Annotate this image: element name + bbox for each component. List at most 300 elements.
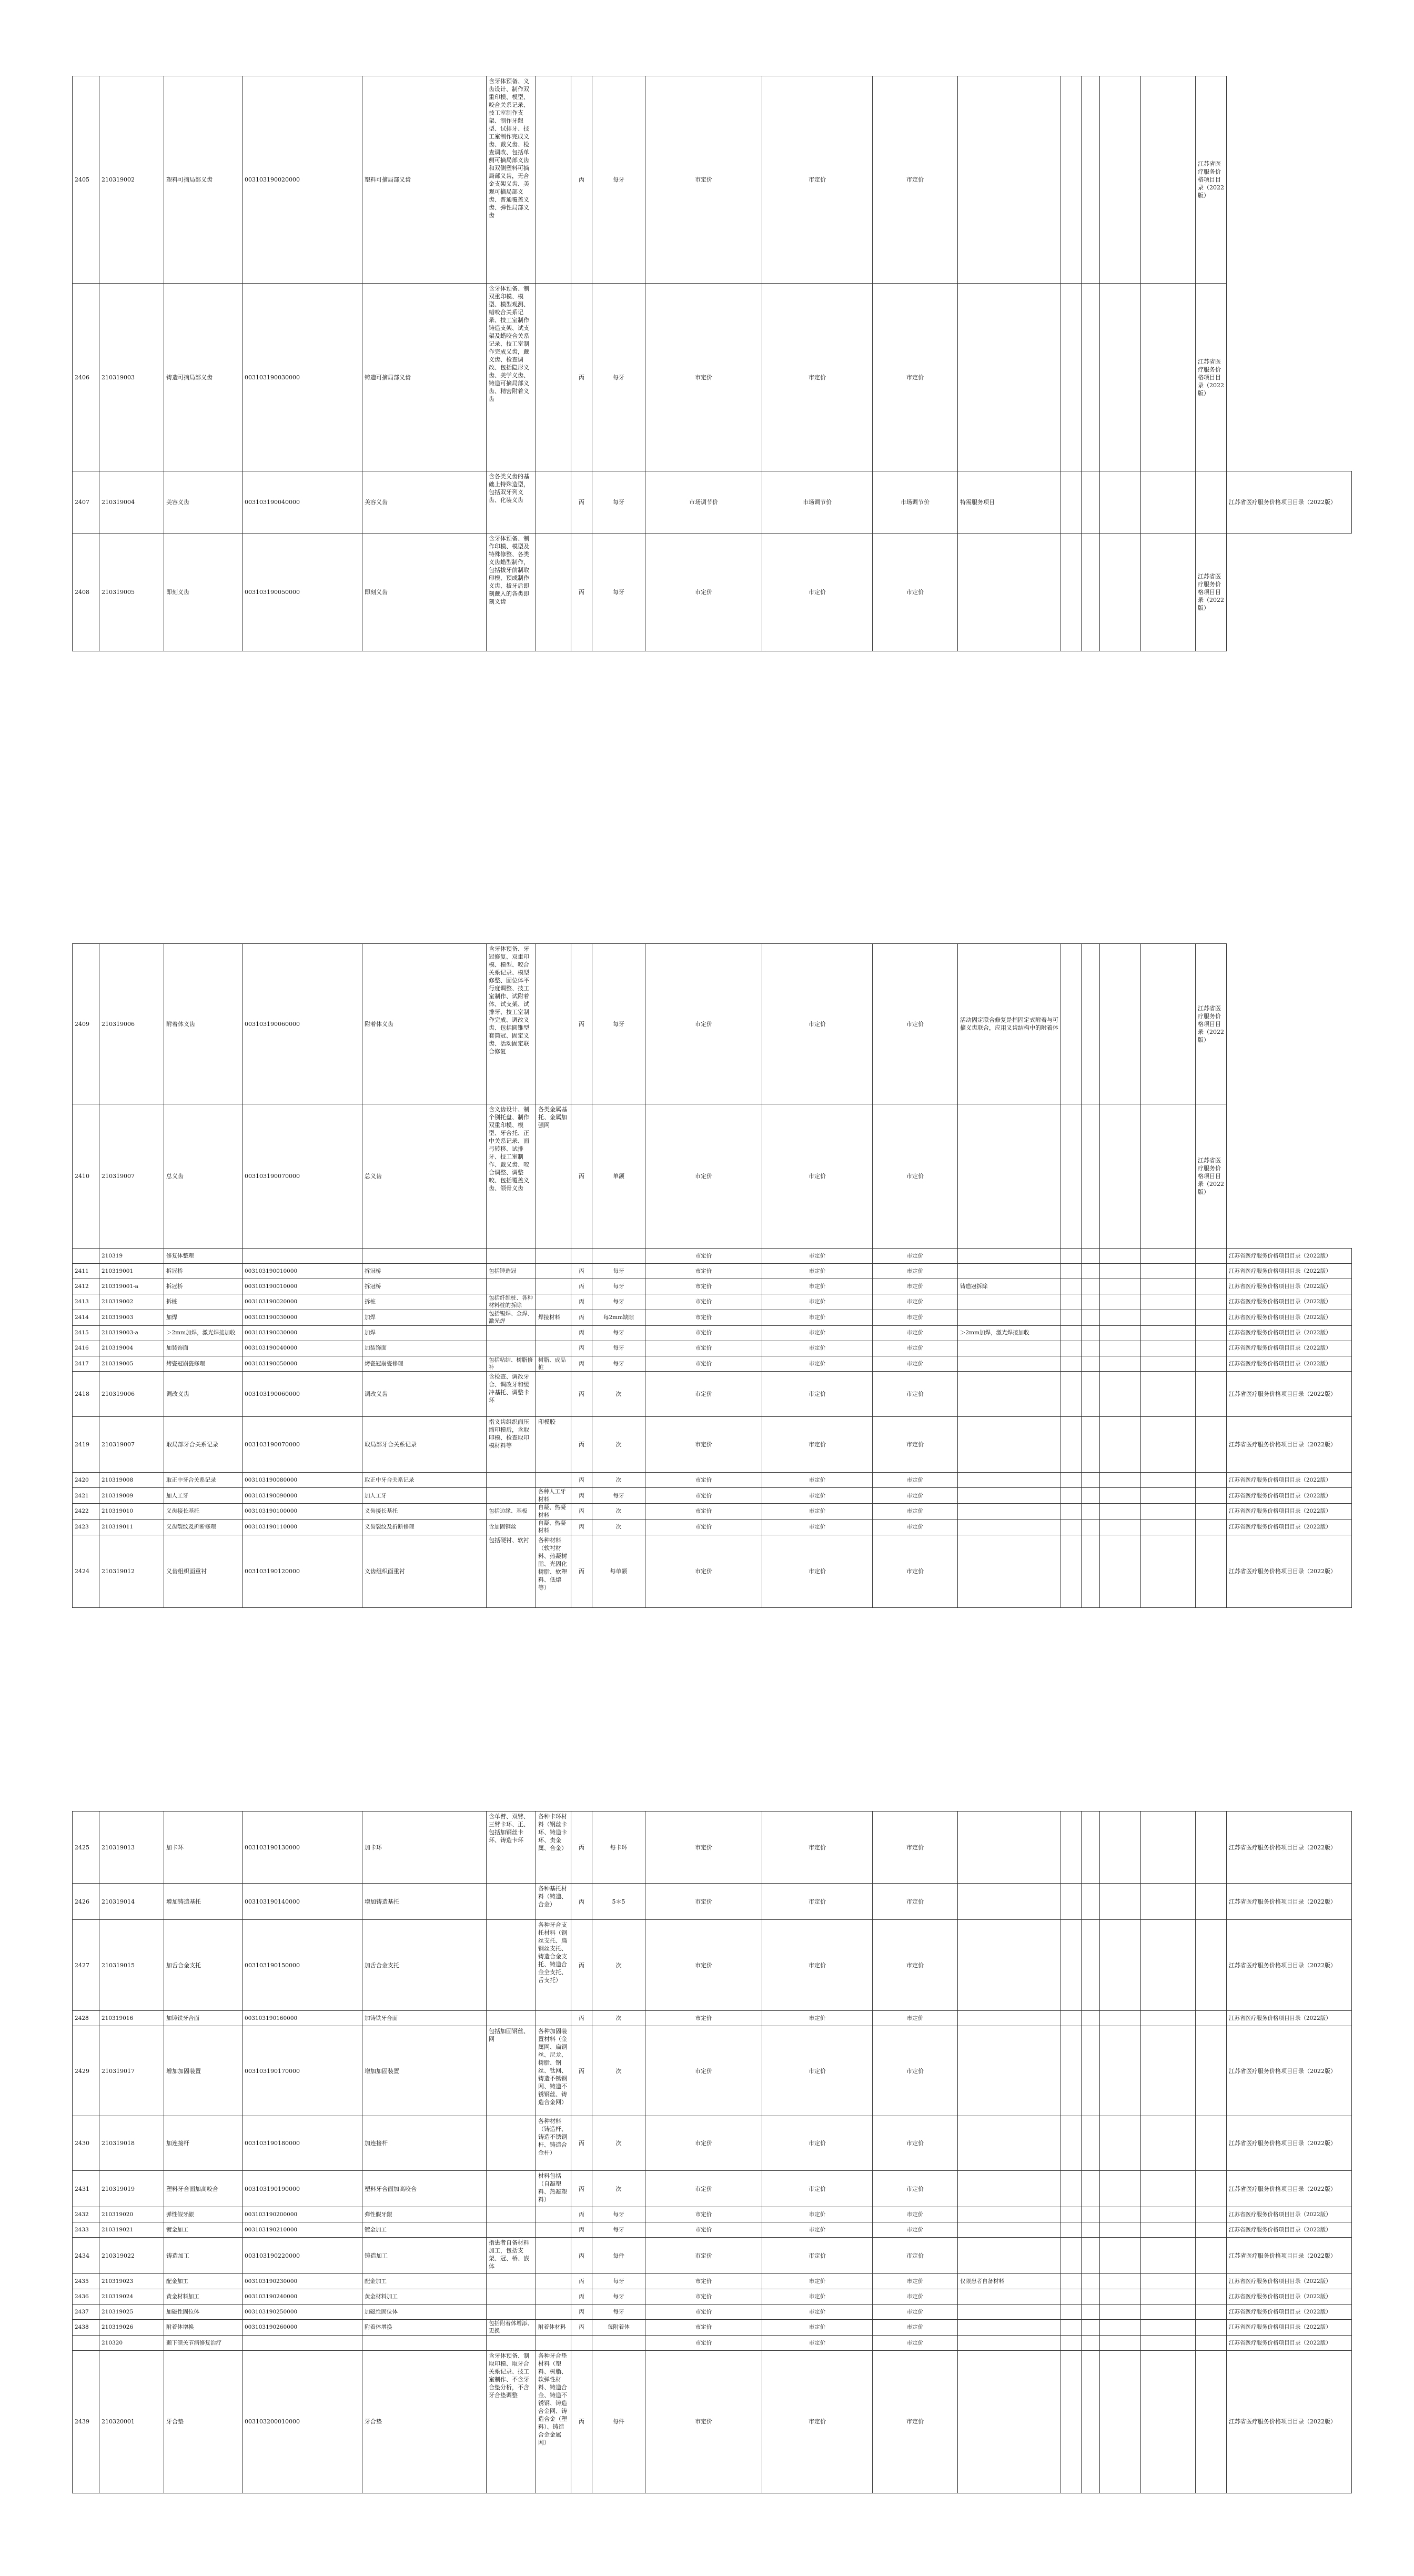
cell-seq-no: 2430	[73, 2116, 99, 2171]
cell-national-name	[362, 2335, 487, 2350]
cell-price-tier-2: 市定价	[762, 1341, 873, 1356]
cell-price-tier-2: 市定价	[762, 2171, 873, 2207]
cell-extra-col-c	[1100, 2335, 1141, 2350]
cell-category: 丙	[571, 1504, 592, 1520]
cell-excluded-items	[536, 2238, 571, 2274]
cell-unit: 每单颌	[592, 1535, 645, 1607]
cell-extra-col-a	[1061, 2026, 1082, 2116]
cell-category: 丙	[571, 2222, 592, 2238]
cell-source: 江苏省医疗服务价格项目目录（2022版）	[1227, 1264, 1352, 1279]
cell-connotation	[487, 1473, 536, 1488]
cell-extra-col-c	[1100, 1356, 1141, 1372]
cell-national-code: 003103190240000	[243, 2289, 362, 2305]
cell-national-code: 003103190040000	[243, 471, 362, 534]
cell-price-tier-1: 市定价	[645, 1504, 762, 1520]
cell-extra-col-b	[1082, 1812, 1100, 1884]
cell-category: 丙	[571, 2171, 592, 2207]
cell-price-tier-1: 市定价	[645, 1488, 762, 1504]
cell-item-name: 烤瓷冠崩瓷修理	[164, 1356, 243, 1372]
cell-item-code: 210319007	[99, 1104, 164, 1249]
cell-connotation	[487, 2305, 536, 2320]
cell-source: 江苏省医疗服务价格项目目录（2022版）	[1227, 2335, 1352, 2350]
cell-extra-col-d	[1141, 1279, 1196, 1294]
cell-extra-col-c	[1100, 2305, 1141, 2320]
cell-remark	[958, 1884, 1061, 1920]
cell-price-tier-3: 市定价	[873, 1264, 958, 1279]
cell-extra-col-c	[1100, 534, 1141, 651]
cell-extra-col-c	[1100, 1310, 1141, 1325]
cell-item-name: 拆冠桥	[164, 1279, 243, 1294]
cell-excluded-items: 附着体材料	[536, 2320, 571, 2336]
cell-extra-col-e	[1196, 1356, 1227, 1372]
cell-price-tier-1: 市定价	[645, 1920, 762, 2011]
cell-connotation	[487, 1249, 536, 1264]
cell-category: 丙	[571, 1104, 592, 1249]
cell-extra-col-a	[1061, 2207, 1082, 2222]
cell-national-name: 拆冠桥	[362, 1279, 487, 1294]
cell-connotation: 包括硬衬、软衬	[487, 1535, 536, 1607]
cell-extra-col-e	[1196, 2305, 1227, 2320]
cell-extra-col-c	[1100, 76, 1141, 284]
cell-unit: 每牙	[592, 471, 645, 534]
cell-seq-no: 2429	[73, 2026, 99, 2116]
cell-remark	[958, 1920, 1061, 2011]
cell-price-tier-3: 市定价	[873, 2335, 958, 2350]
cell-unit: 次	[592, 2116, 645, 2171]
cell-category: 丙	[571, 1473, 592, 1488]
cell-price-tier-1: 市定价	[645, 2350, 762, 2493]
cell-extra-col-c	[1100, 1417, 1141, 1473]
cell-extra-col-a	[1061, 2350, 1082, 2493]
cell-excluded-items: 各种材料（软衬材料、热凝树脂、光固化树脂、软塑料、低熔等）	[536, 1535, 571, 1607]
table-row	[73, 1520, 1352, 1535]
cell-connotation	[487, 1920, 536, 2011]
cell-unit: 次	[592, 2026, 645, 2116]
cell-extra-col-b	[1082, 284, 1100, 471]
cell-item-code: 210319001-a	[99, 1279, 164, 1294]
cell-category: 丙	[571, 1417, 592, 1473]
cell-extra-col-d	[1141, 1488, 1196, 1504]
cell-national-code: 003103190050000	[243, 534, 362, 651]
cell-price-tier-2: 市定价	[762, 1488, 873, 1504]
cell-source: 江苏省医疗服务价格项目目录（2022版）	[1227, 2350, 1352, 2493]
cell-extra-col-d	[1141, 76, 1196, 284]
cell-extra-col-c	[1100, 1249, 1141, 1264]
cell-category: 丙	[571, 534, 592, 651]
cell-unit: 每牙	[592, 2289, 645, 2305]
cell-price-tier-1: 市定价	[645, 2011, 762, 2026]
cell-excluded-items	[536, 284, 571, 471]
cell-excluded-items	[536, 944, 571, 1104]
cell-national-name: 义齿裂纹及折断修理	[362, 1520, 487, 1535]
cell-national-code: 003103190060000	[243, 944, 362, 1104]
cell-extra-col-a	[1061, 944, 1082, 1104]
cell-extra-col-b	[1082, 1473, 1100, 1488]
cell-extra-col-a	[1061, 76, 1082, 284]
cell-unit: 每牙	[592, 2274, 645, 2289]
cell-item-name: 拆桩	[164, 1294, 243, 1310]
cell-national-name: 塑料牙合面加高咬合	[362, 2171, 487, 2207]
cell-seq-no: 2437	[73, 2305, 99, 2320]
cell-remark	[958, 1264, 1061, 1279]
cell-national-code: 003103190140000	[243, 1884, 362, 1920]
cell-price-tier-3: 市定价	[873, 1920, 958, 2011]
cell-remark	[958, 2238, 1061, 2274]
cell-source: 江苏省医疗服务价格项目目录（2022版）	[1227, 2171, 1352, 2207]
cell-seq-no: 2433	[73, 2222, 99, 2238]
cell-unit	[592, 2335, 645, 2350]
cell-remark	[958, 1104, 1061, 1249]
cell-extra-col-b	[1082, 2116, 1100, 2171]
cell-item-name: ＞2mm加焊，激光焊接加收	[164, 1325, 243, 1341]
cell-extra-col-c	[1100, 1488, 1141, 1504]
cell-extra-col-e	[1196, 2274, 1227, 2289]
cell-connotation: 包括锡焊、金焊、激光焊	[487, 1310, 536, 1325]
cell-item-name: 塑料可摘局部义齿	[164, 76, 243, 284]
cell-item-code: 210319005	[99, 534, 164, 651]
cell-category	[571, 1249, 592, 1264]
cell-extra-col-c	[1100, 1920, 1141, 2011]
cell-price-tier-1: 市定价	[645, 1417, 762, 1473]
cell-remark	[958, 2320, 1061, 2336]
cell-extra-col-b	[1082, 1279, 1100, 1294]
cell-item-code: 210319024	[99, 2289, 164, 2305]
cell-extra-col-d	[1141, 2011, 1196, 2026]
cell-extra-col-b	[1082, 1294, 1100, 1310]
cell-remark	[958, 2289, 1061, 2305]
cell-remark: 活动固定联合修复是指固定式附着与可摘义齿联合，应用义齿结构中的附着体	[958, 944, 1061, 1104]
cell-national-name: 加焊	[362, 1325, 487, 1341]
cell-source: 江苏省医疗服务价格项目目录（2022版）	[1227, 1884, 1352, 1920]
cell-item-code: 210319018	[99, 2116, 164, 2171]
cell-price-tier-2: 市定价	[762, 2335, 873, 2350]
cell-price-tier-1: 市定价	[645, 2320, 762, 2336]
cell-extra-col-b	[1082, 1504, 1100, 1520]
cell-extra-col-a	[1061, 1504, 1082, 1520]
cell-unit: 5＊5	[592, 1884, 645, 1920]
cell-source: 江苏省医疗服务价格项目目录（2022版）	[1227, 2289, 1352, 2305]
cell-extra-col-a	[1061, 1488, 1082, 1504]
table-row	[73, 2289, 1352, 2305]
cell-excluded-items	[536, 2207, 571, 2222]
cell-remark: 铸造冠拆除	[958, 1279, 1061, 1294]
cell-extra-col-d	[1141, 2238, 1196, 2274]
cell-national-name: 黄金材料加工	[362, 2289, 487, 2305]
cell-extra-col-e: 江苏省医疗服务价格项目目录（2022版）	[1196, 944, 1227, 1104]
cell-price-tier-1: 市定价	[645, 1249, 762, 1264]
cell-seq-no: 2422	[73, 1504, 99, 1520]
cell-extra-col-e	[1196, 1417, 1227, 1473]
cell-seq-no: 2414	[73, 1310, 99, 1325]
cell-price-tier-2: 市定价	[762, 1294, 873, 1310]
table-row	[73, 1535, 1352, 1607]
cell-extra-col-c	[1100, 1325, 1141, 1341]
cell-source: 江苏省医疗服务价格项目目录（2022版）	[1227, 1310, 1352, 1325]
cell-price-tier-1: 市定价	[645, 1341, 762, 1356]
cell-price-tier-2: 市定价	[762, 2305, 873, 2320]
cell-price-tier-1: 市定价	[645, 1535, 762, 1607]
cell-price-tier-2: 市定价	[762, 2289, 873, 2305]
cell-excluded-items: 树脂、成品桩	[536, 1356, 571, 1372]
cell-item-code: 210319013	[99, 1812, 164, 1884]
cell-price-tier-3: 市定价	[873, 2274, 958, 2289]
cell-category: 丙	[571, 1372, 592, 1417]
cell-price-tier-3: 市定价	[873, 1310, 958, 1325]
cell-extra-col-e	[1196, 1504, 1227, 1520]
cell-extra-col-c	[1100, 2011, 1141, 2026]
cell-extra-col-b	[1082, 2011, 1100, 2026]
cell-excluded-items	[536, 2305, 571, 2320]
cell-national-code	[243, 1249, 362, 1264]
cell-price-tier-1: 市定价	[645, 1264, 762, 1279]
cell-extra-col-e	[1196, 1249, 1227, 1264]
cell-connotation: 指义齿组织面压缩印模后，含取印模、检查取印模材料等	[487, 1417, 536, 1473]
cell-excluded-items	[536, 2335, 571, 2350]
cell-national-name: 烤瓷冠崩瓷修理	[362, 1356, 487, 1372]
cell-extra-col-e	[1196, 1535, 1227, 1607]
cell-price-tier-3: 市定价	[873, 534, 958, 651]
cell-category: 丙	[571, 2207, 592, 2222]
cell-category: 丙	[571, 1294, 592, 1310]
cell-price-tier-2: 市场调节价	[762, 471, 873, 534]
cell-extra-col-d	[1141, 1249, 1196, 1264]
cell-national-name: 义齿组织面重衬	[362, 1535, 487, 1607]
cell-price-tier-2: 市定价	[762, 1325, 873, 1341]
cell-excluded-items: 各种基托材料（铸造、合金）	[536, 1884, 571, 1920]
cell-price-tier-1: 市定价	[645, 284, 762, 471]
cell-extra-col-b	[1082, 2335, 1100, 2350]
cell-national-name: 加焊	[362, 1310, 487, 1325]
cell-category: 丙	[571, 76, 592, 284]
cell-item-code: 210319016	[99, 2011, 164, 2026]
cell-extra-col-a	[1061, 1294, 1082, 1310]
cell-connotation: 指患者自备材料加工，包括支架、冠、桥、嵌体	[487, 2238, 536, 2274]
cell-item-name: 加连接杆	[164, 2116, 243, 2171]
cell-extra-col-c	[1100, 2274, 1141, 2289]
cell-extra-col-a	[1061, 2238, 1082, 2274]
price-table-page-1	[72, 76, 1341, 651]
cell-extra-col-e	[1196, 1310, 1227, 1325]
cell-extra-col-c	[1100, 2116, 1141, 2171]
cell-excluded-items: 各类金属基托、金属加强网	[536, 1104, 571, 1249]
table-row	[73, 471, 1352, 534]
cell-remark	[958, 1294, 1061, 1310]
cell-item-name: 美容义齿	[164, 471, 243, 534]
table-row	[73, 2011, 1352, 2026]
cell-price-tier-3: 市定价	[873, 2222, 958, 2238]
cell-extra-col-b	[1082, 1325, 1100, 1341]
cell-unit: 次	[592, 1417, 645, 1473]
cell-price-tier-1: 市定价	[645, 1812, 762, 1884]
cell-seq-no: 2426	[73, 1884, 99, 1920]
table-row	[73, 2171, 1352, 2207]
cell-remark	[958, 2305, 1061, 2320]
cell-price-tier-2: 市定价	[762, 2320, 873, 2336]
cell-extra-col-d	[1141, 2320, 1196, 2336]
cell-price-tier-1: 市定价	[645, 2116, 762, 2171]
cell-category: 丙	[571, 1920, 592, 2011]
cell-extra-col-d	[1141, 1294, 1196, 1310]
cell-item-name: 义齿组织面重衬	[164, 1535, 243, 1607]
cell-extra-col-a	[1061, 2011, 1082, 2026]
cell-national-name: 加磁性固位体	[362, 2305, 487, 2320]
cell-national-name: 铸造可摘局部义齿	[362, 284, 487, 471]
cell-extra-col-b	[1082, 1920, 1100, 2011]
cell-price-tier-1: 市定价	[645, 2238, 762, 2274]
cell-seq-no: 2405	[73, 76, 99, 284]
table-row	[73, 1884, 1352, 1920]
cell-extra-col-b	[1082, 76, 1100, 284]
cell-extra-col-d	[1141, 1417, 1196, 1473]
cell-extra-col-c	[1100, 1279, 1141, 1294]
cell-national-name: 附着体义齿	[362, 944, 487, 1104]
cell-category	[571, 2335, 592, 2350]
cell-excluded-items	[536, 1372, 571, 1417]
cell-excluded-items: 自凝、热凝材料	[536, 1504, 571, 1520]
cell-price-tier-3: 市定价	[873, 1417, 958, 1473]
cell-extra-col-d	[1141, 2171, 1196, 2207]
cell-price-tier-3: 市定价	[873, 2320, 958, 2336]
cell-national-name: 增加加固装置	[362, 2026, 487, 2116]
cell-national-code: 003103190260000	[243, 2320, 362, 2336]
cell-item-code: 210319015	[99, 1920, 164, 2011]
cell-excluded-items: 各种牙合垫材料（塑料、树脂、软弹性材料、铸造合金、铸造不锈钢、铸造合金网、铸造合金（塑料）、铸造合金金属网）	[536, 2350, 571, 2493]
cell-extra-col-a	[1061, 1264, 1082, 1279]
cell-national-code: 003103190070000	[243, 1417, 362, 1473]
cell-item-code: 210319002	[99, 76, 164, 284]
cell-price-tier-2: 市定价	[762, 1812, 873, 1884]
table-row	[73, 2274, 1352, 2289]
cell-extra-col-e: 江苏省医疗服务价格项目目录（2022版）	[1196, 76, 1227, 284]
cell-price-tier-1: 市定价	[645, 1294, 762, 1310]
table-row	[73, 2238, 1352, 2274]
cell-extra-col-d	[1141, 1104, 1196, 1249]
cell-extra-col-a	[1061, 1884, 1082, 1920]
cell-extra-col-e	[1196, 1488, 1227, 1504]
cell-remark	[958, 1356, 1061, 1372]
cell-seq-no: 2411	[73, 1264, 99, 1279]
cell-category: 丙	[571, 1488, 592, 1504]
cell-excluded-items	[536, 1249, 571, 1264]
cell-connotation	[487, 2171, 536, 2207]
cell-extra-col-b	[1082, 1884, 1100, 1920]
cell-item-name: 义齿接长基托	[164, 1504, 243, 1520]
cell-source: 江苏省医疗服务价格项目目录（2022版）	[1227, 1325, 1352, 1341]
cell-price-tier-2: 市定价	[762, 284, 873, 471]
cell-national-code: 003103200010000	[243, 2350, 362, 2493]
cell-seq-no: 2408	[73, 534, 99, 651]
cell-extra-col-d	[1141, 1884, 1196, 1920]
cell-national-code: 003103190070000	[243, 1104, 362, 1249]
cell-category: 丙	[571, 2238, 592, 2274]
cell-extra-col-c	[1100, 1264, 1141, 1279]
cell-extra-col-c	[1100, 2207, 1141, 2222]
cell-extra-col-c	[1100, 1884, 1141, 1920]
cell-price-tier-1: 市定价	[645, 2222, 762, 2238]
cell-item-code: 210319009	[99, 1488, 164, 1504]
cell-seq-no: 2432	[73, 2207, 99, 2222]
cell-national-code: 003103190030000	[243, 284, 362, 471]
cell-price-tier-3: 市定价	[873, 1341, 958, 1356]
cell-national-name: 弹性假牙龈	[362, 2207, 487, 2222]
cell-unit: 每牙	[592, 1488, 645, 1504]
cell-item-name: 调改义齿	[164, 1372, 243, 1417]
table-row	[73, 2207, 1352, 2222]
cell-extra-col-e	[1196, 1341, 1227, 1356]
cell-price-tier-1: 市定价	[645, 1325, 762, 1341]
cell-extra-col-d	[1141, 944, 1196, 1104]
table-row	[73, 2116, 1352, 2171]
cell-extra-col-e	[1196, 2026, 1227, 2116]
cell-item-code: 210319003	[99, 1310, 164, 1325]
cell-price-tier-2: 市定价	[762, 1249, 873, 1264]
cell-extra-col-a	[1061, 2116, 1082, 2171]
cell-extra-col-c	[1100, 1504, 1141, 1520]
cell-remark	[958, 2350, 1061, 2493]
cell-source: 江苏省医疗服务价格项目目录（2022版）	[1227, 1488, 1352, 1504]
cell-national-code: 003103190120000	[243, 1535, 362, 1607]
cell-unit: 次	[592, 1504, 645, 1520]
cell-national-name: 取局部牙合关系记录	[362, 1417, 487, 1473]
cell-seq-no: 2435	[73, 2274, 99, 2289]
cell-national-code: 003103190200000	[243, 2207, 362, 2222]
cell-national-name: 拆冠桥	[362, 1264, 487, 1279]
cell-price-tier-3: 市定价	[873, 2207, 958, 2222]
cell-extra-col-d	[1141, 1473, 1196, 1488]
cell-category: 丙	[571, 2289, 592, 2305]
cell-extra-col-d	[1141, 1341, 1196, 1356]
cell-item-name: 修复体整理	[164, 1249, 243, 1264]
cell-extra-col-a	[1061, 1535, 1082, 1607]
cell-price-tier-2: 市定价	[762, 944, 873, 1104]
cell-category: 丙	[571, 284, 592, 471]
cell-connotation	[487, 1884, 536, 1920]
price-table	[72, 1811, 1352, 2493]
cell-extra-col-b	[1082, 1372, 1100, 1417]
cell-item-name: 附着体增换	[164, 2320, 243, 2336]
cell-item-name: 即刻义齿	[164, 534, 243, 651]
cell-extra-col-b	[1082, 2238, 1100, 2274]
cell-seq-no: 2428	[73, 2011, 99, 2026]
cell-extra-col-b	[1082, 1341, 1100, 1356]
cell-extra-col-b	[1082, 1264, 1100, 1279]
cell-source: 江苏省医疗服务价格项目目录（2022版）	[1227, 2274, 1352, 2289]
table-row	[73, 1310, 1352, 1325]
cell-extra-col-d	[1141, 2350, 1196, 2493]
cell-extra-col-e	[1196, 2011, 1227, 2026]
cell-remark	[958, 2116, 1061, 2171]
cell-extra-col-c	[1100, 1372, 1141, 1417]
cell-connotation	[487, 2222, 536, 2238]
cell-extra-col-b	[1082, 2171, 1100, 2207]
cell-extra-col-e	[1196, 1473, 1227, 1488]
cell-connotation: 包括粘结、树脂修补	[487, 1356, 536, 1372]
cell-extra-col-d	[1141, 284, 1196, 471]
cell-item-code: 210319025	[99, 2305, 164, 2320]
cell-national-code: 003103190040000	[243, 1341, 362, 1356]
cell-extra-col-e	[1196, 1920, 1227, 2011]
cell-item-code: 210319003-a	[99, 1325, 164, 1341]
cell-price-tier-3: 市定价	[873, 1812, 958, 1884]
cell-excluded-items	[536, 534, 571, 651]
cell-extra-col-c	[1100, 1473, 1141, 1488]
cell-unit: 每牙	[592, 1264, 645, 1279]
cell-national-name: 取正中牙合关系记录	[362, 1473, 487, 1488]
cell-item-code: 210319012	[99, 1535, 164, 1607]
cell-seq-no: 2436	[73, 2289, 99, 2305]
cell-category: 丙	[571, 1279, 592, 1294]
cell-item-code: 210319022	[99, 2238, 164, 2274]
